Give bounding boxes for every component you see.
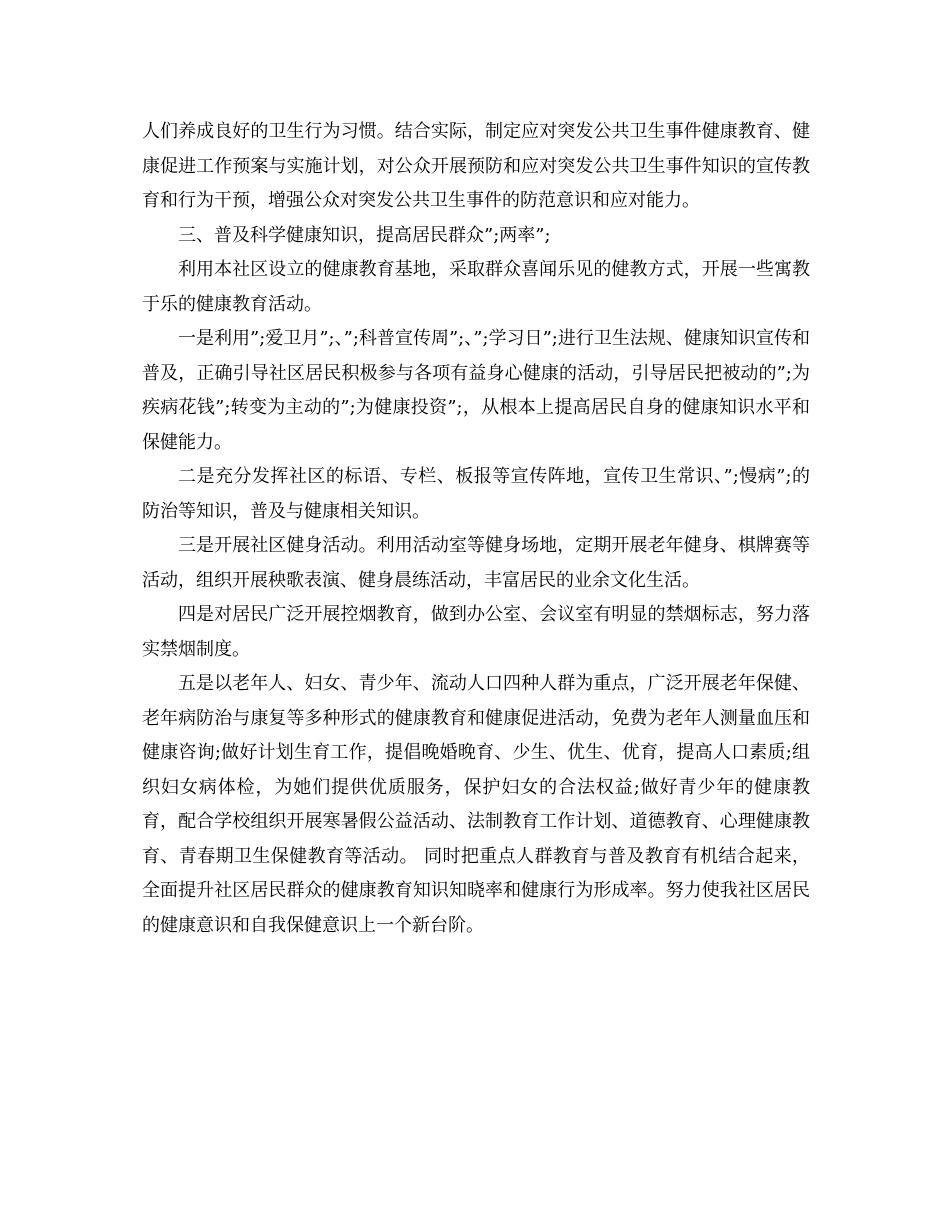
paragraph: 四是对居民广泛开展控烟教育，做到办公室、会议室有明显的禁烟标志，努力落实禁烟制度。 [142, 604, 810, 660]
paragraph: 三是开展社区健身活动。利用活动室等健身场地，定期开展老年健身、棋牌赛等活动，组织开展秧歌表演、健身晨练活动，丰富居民的业余文化生活。 [142, 535, 810, 591]
section-heading: 三、普及科学健康知识，提高居民群众”;两率”; [178, 224, 551, 246]
document-body [142, 115, 810, 943]
paragraph: 五是以老年人、妇女、青少年、流动人口四种人群为重点，广泛开展老年保健、老年病防治与康复等多种形式的健康教育和健康促进活动，免费为老年人测量血压和健康咨询;做好计划生育工作，提倡晚婚晚育、少生、优生、优育，提高人口素质;组织妇女病体检，为她们提供优质服务，保护妇女的合法权益;做好青少年的健康教育，配合学校组织开展寒暑假公益活动、法制教育工作计划、道德教育、心理健康教育、青春期卫生保健教育等活动。 同时把重点人群教育与普及教育有机结合起来，全面提升社区居民群众的健康教育知识知晓率和健康行为形成率。努力使我社区居民的健康意识和自我保健意识上一个新台阶。 [142, 673, 810, 936]
paragraph: 利用本社区设立的健康教育基地，采取群众喜闻乐见的健教方式，开展一些寓教于乐的健康教育活动。 [142, 259, 810, 315]
paragraph: 一是利用”;爱卫月”;、”;科普宣传周”;、”;学习日”;进行卫生法规、健康知识宣传和普及，正确引导社区居民积极参与各项有益身心健康的活动，引导居民把被动的”;为疾病花钱”;转变为主动的”;为健康投资”;，从根本上提高居民自身的健康知识水平和保健能力。 [142, 328, 810, 453]
paragraph: 二是充分发挥社区的标语、专栏、板报等宣传阵地，宣传卫生常识、”;慢病”;的防治等知识，普及与健康相关知识。 [142, 466, 810, 522]
paragraph-continued: 人们养成良好的卫生行为习惯。结合实际，制定应对突发公共卫生事件健康教育、健康促进工作预案与实施计划，对公众开展预防和应对突发公共卫生事件知识的宣传教育和行为干预，增强公众对突发公共卫生事件的防范意识和应对能力。 [142, 121, 810, 211]
